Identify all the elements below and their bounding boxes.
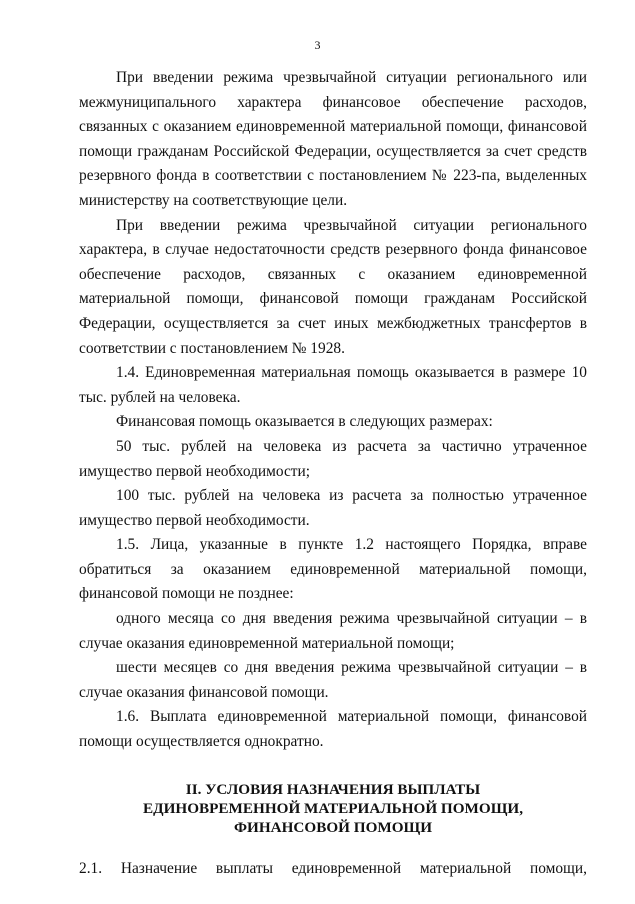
word: материальной xyxy=(419,859,512,877)
paragraph-1-6: 1.6. Выплата единовременной материальной помощи, финансовой помощи осуществляется однократно. xyxy=(79,708,587,751)
word: 2.1. xyxy=(79,859,103,877)
page-number: 3 xyxy=(314,38,321,52)
paragraph-1-5: 1.5. Лица, указанные в пункте 1.2 настоящего Порядка, вправе обратиться за оказанием единовременной материальной помощи, финансовой помощи не позднее: xyxy=(79,536,587,603)
section-heading-line-1: II. УСЛОВИЯ НАЗНАЧЕНИЯ ВЫПЛАТЫ xyxy=(185,780,481,798)
section-heading xyxy=(79,780,587,837)
word: Назначение xyxy=(120,859,198,877)
paragraph-six-months: шести месяцев со дня введения режима чрезвычайной ситуации – в случае оказания финансовой помощи. xyxy=(79,659,587,701)
paragraph-one-month: одного месяца со дня введения режима чрезвычайной ситуации – в случае оказания единовременной материальной помощи; xyxy=(79,610,587,652)
word: помощи, xyxy=(529,859,587,877)
paragraph-financial-aid-sizes: Финансовая помощь оказывается в следующих размерах: xyxy=(116,413,493,431)
paragraph-2-1-start xyxy=(79,857,587,882)
paragraph-1-4: 1.4. Единовременная материальная помощь оказывается в размере 10 тыс. рублей на человека. xyxy=(79,364,587,406)
paragraph-100k: 100 тыс. рублей на человека из расчета за полностью утраченное имущество первой необходимости. xyxy=(79,487,587,529)
section-heading-line-2: ЕДИНОВРЕМЕННОЙ МАТЕРИАЛЬНОЙ ПОМОЩИ, xyxy=(142,799,523,817)
paragraph-50k: 50 тыс. рублей на человека из расчета за частично утраченное имущество первой необходимости; xyxy=(79,437,587,480)
section-heading-line-3: ФИНАНСОВОЙ ПОМОЩИ xyxy=(233,818,433,836)
paragraph-reserve-fund: При введении режима чрезвычайной ситуации регионального или межмуниципального характера финансовое обеспечение расходов, связанных с оказанием единовременной материальной помощи, финансовой помощи гражданам Российской Федерации, осуществляется за счет средств резервного фонда в соответствии с постановлением № 223-па, выделенных министерству на соответствующие цели. xyxy=(79,69,587,209)
paragraph-interbudget-transfers: При введении режима чрезвычайной ситуации регионального характера, в случае недостаточности средств резервного фонда финансовое обеспечение расходов, связанных с оказанием единовременной материальной помощи, финансовой помощи гражданам Российской Федерации, осуществляется за счет иных межбюджетных трансфертов в соответствии с постановлением № 1928. xyxy=(79,216,587,357)
word: выплаты xyxy=(215,859,273,877)
document-body xyxy=(79,66,587,881)
word: единовременной xyxy=(291,859,402,877)
